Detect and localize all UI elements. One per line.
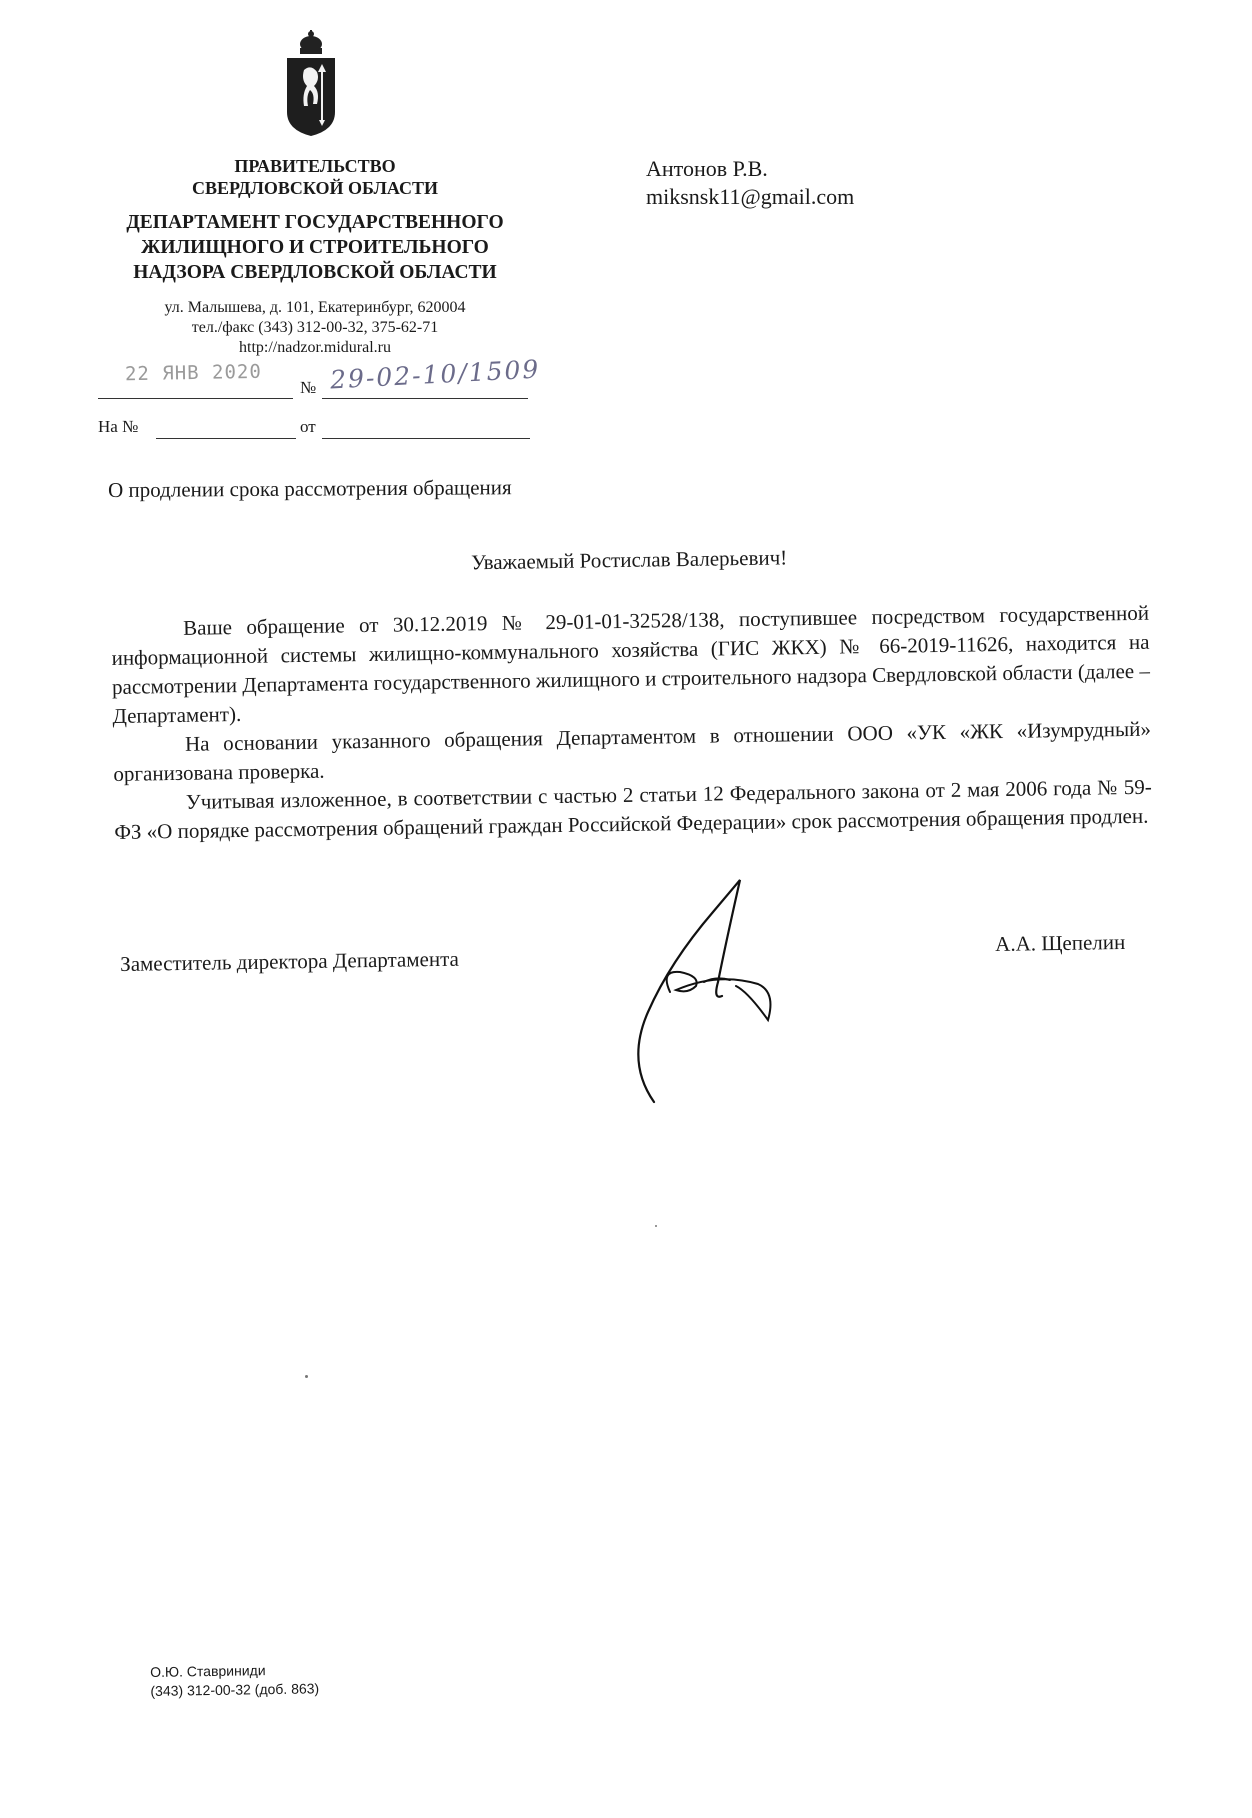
letter-body (110, 540, 1152, 847)
government-name (150, 155, 480, 199)
address: ул. Малышева, д. 101, Екатеринбург, 620004 (164, 299, 466, 316)
paragraph: Ваше обращение от 30.12.2019 № 29-01-01-32528/138, поступившее посредством государственной информационной системы жилищно-коммунального хозяйства (ГИС ЖКХ) № 66-2019-11626, находится на рассмотрении Департамента государственного жилищного и строительного надзора Свердловской области (далее – Департамент). (111, 600, 1151, 728)
paragraph: На основании указанного обращения Департаментом в отношении ООО «УК «ЖК «Изумрудный» организована проверка. (113, 716, 1152, 786)
signer-title: Заместитель директора Департамента (120, 946, 460, 976)
dept-line: ЖИЛИЩНОГО И СТРОИТЕЛЬНОГО (141, 237, 489, 258)
dept-line: НАДЗОРА СВЕРДЛОВСКОЙ ОБЛАСТИ (133, 262, 497, 283)
department-name (95, 210, 535, 285)
salutation: Уважаемый Ростислав Валерьевич! (470, 545, 788, 575)
scan-speck (655, 1225, 657, 1227)
recipient-block (646, 155, 854, 211)
number-label: № (300, 378, 317, 397)
gov-line: ПРАВИТЕЛЬСТВО (234, 156, 396, 176)
signer-name: А.А. Щепелин (995, 929, 1126, 956)
website: http://nadzor.midural.ru (239, 339, 391, 356)
department-contacts (110, 298, 520, 358)
reference-number-underline (156, 420, 296, 439)
letter-subject: О продлении срока рассмотрения обращения (108, 475, 512, 502)
recipient-email: miksnsk11@gmail.com (646, 184, 855, 209)
dept-line: ДЕПАРТАМЕНТ ГОСУДАРСТВЕННОГО (126, 212, 504, 233)
reference-from-label: от (300, 417, 316, 436)
handwritten-outgoing-number: 29-02-10/1509 (329, 354, 541, 395)
executor-name: О.Ю. Ставриниди (150, 1662, 266, 1680)
handwritten-signature (618, 872, 798, 1104)
executor-phone: (343) 312-00-32 (доб. 863) (150, 1680, 320, 1699)
date-stamp: 22 ЯНВ 2020 (124, 360, 263, 386)
coat-of-arms-icon (284, 30, 338, 138)
recipient-name: Антонов Р.В. (646, 156, 768, 181)
scan-speck (305, 1375, 308, 1378)
phone: тел./факс (343) 312-00-32, 375-62-71 (191, 319, 439, 336)
paragraph: Учитывая изложенное, в соответствии с частью 2 статьи 12 Федерального закона от 2 мая 2006 года № 59-ФЗ «О порядке рассмотрения обращений граждан Российской Федерации» срок рассмотрения обращения продлен. (114, 774, 1152, 844)
reference-number-label: На № (98, 417, 139, 436)
gov-line: СВЕРДЛОВСКОЙ ОБЛАСТИ (192, 178, 438, 198)
executor-block (150, 1660, 319, 1701)
reference-date-underline (322, 420, 530, 439)
